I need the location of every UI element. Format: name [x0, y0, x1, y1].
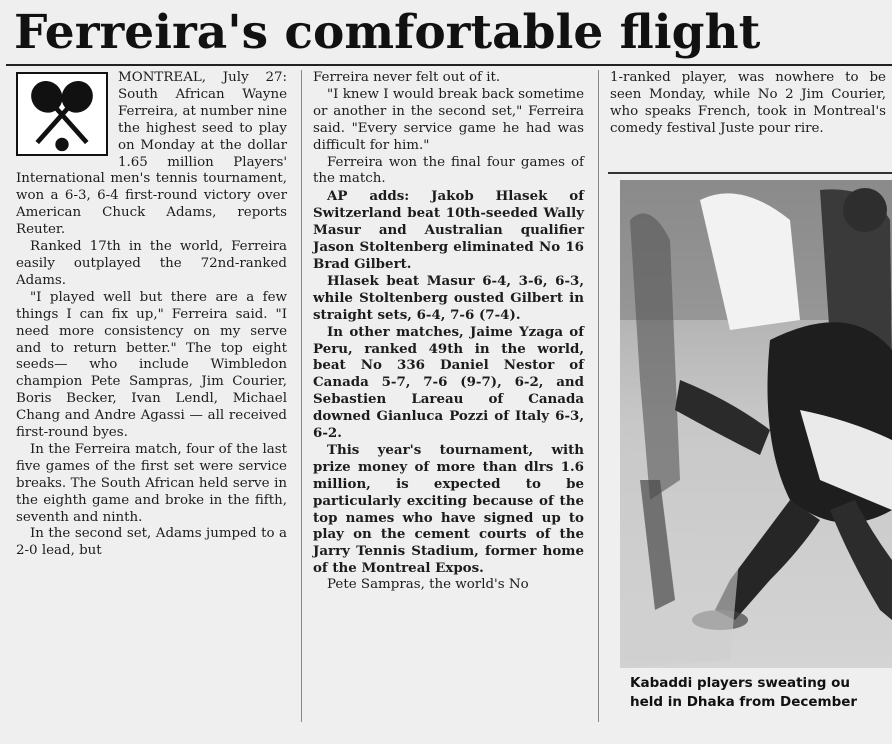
article-column-2 [313, 70, 584, 594]
article-paragraph: In other matches, Jaime Yzaga of Peru, ranked 49th in the world, beat No 336 Daniel Nestor of Canada 5-7, 7-6 (9-7), 6-2, and Sebastien Lareau of Canada downed Gianluca Pozzi of Italy 6-3, 6-2. [313, 323, 584, 442]
article-paragraph: "I played well but there are a few things I can fix up," Ferreira said. "I need more consistency on my serve and to return better." The top eight seeds— who include Wimbledon champion Pete Sampras, Jim Courier, Boris Becker, Ivan Lendl, Michael Chang and Andre Agassi — all received first-round byes. [16, 289, 287, 441]
article-paragraph: Hlasek beat Masur 6-4, 3-6, 6-3, while Stoltenberg ousted Gilbert in straight sets, 6-4, 7-6 (7-4). [313, 272, 584, 323]
photo-rule [608, 172, 892, 174]
crossed-tennis-rackets-icon [16, 72, 108, 156]
article-paragraph: "I knew I would break back sometime or another in the second set," Ferreira said. "Every service game he had was difficult for him." [313, 86, 584, 153]
caption-line: held in Dhaka from December [630, 694, 858, 710]
article-column-3 [610, 70, 886, 138]
caption-line: Kabaddi players sweating ou [630, 675, 851, 691]
article-paragraph: Ferreira never felt out of it. [313, 70, 501, 85]
column-divider [598, 70, 599, 722]
article-paragraph: In the second set, Adams jumped to a 2-0 lead, but [16, 526, 287, 559]
article-paragraph: In the Ferreira match, four of the last five games of the first set were service breaks. The South African held serve in the eighth game and broke in the fifth, seventh and ninth. [16, 441, 287, 525]
headline-rule [6, 64, 892, 66]
article-paragraph: Pete Sampras, the world's No [327, 577, 529, 593]
headline: Ferreira's comfortable flight [14, 5, 761, 60]
article-paragraph: Ferreira won the final four games of the match. [313, 154, 584, 187]
article-column-1 [16, 70, 287, 560]
ap-paragraph: AP adds: Jakob Hlasek of Switzerland beat 10th-seeded Wally Masur and Australian qualifier Jason Stoltenberg eliminated No 16 Brad Gilbert. [313, 188, 584, 272]
article-paragraph: Ranked 17th in the world, Ferreira easily outplayed the 72nd-ranked Adams. [16, 239, 287, 288]
article-paragraph: 1-ranked player, was nowhere to be seen Monday, while No 2 Jim Courier, who speaks French, took in Montreal's comedy festival Juste pour rire. [610, 70, 886, 136]
dateline-paragraph: MONTREAL, July 27: South African Wayne Ferreira, at number nine the highest seed to play on Monday at the dollar 1.65 million Players' International men's tennis tournament, won a 6-3, 6-4 first-round victory over American Chuck Adams, reports Reuter. [16, 70, 287, 238]
article-paragraph: This year's tournament, with prize money of more than dlrs 1.6 million, is expected to be particularly exciting because of the top names who have signed up to play on the cement courts of the Jarry Tennis Stadium, former home of the Montreal Expos. [313, 441, 584, 577]
photo-caption [630, 674, 892, 712]
kabaddi-photo [620, 180, 892, 668]
column-divider [301, 70, 302, 722]
